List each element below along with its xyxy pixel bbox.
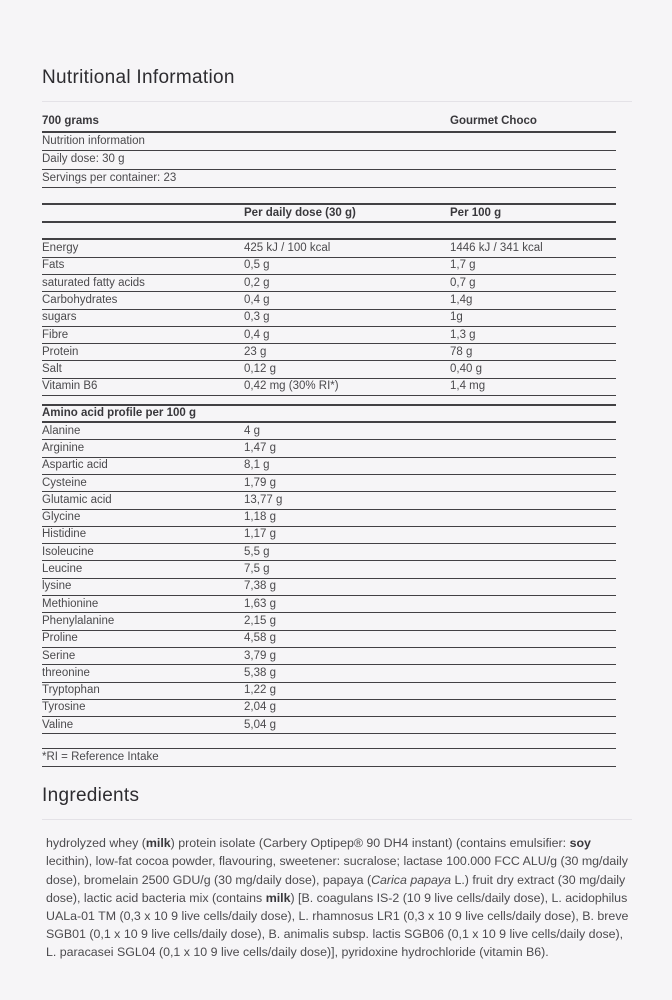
- footnote-row: [42, 748, 616, 767]
- nutrient-value-per-100g: 1,4g: [450, 293, 473, 306]
- amino-table-body: [42, 423, 616, 734]
- amino-acid-label: Leucine: [42, 563, 83, 576]
- nutrient-value-per-100g: 78 g: [450, 345, 473, 358]
- amino-acid-label: Isoleucine: [42, 545, 94, 558]
- product-table-row: [42, 170, 616, 189]
- ingredients-divider: [42, 819, 632, 820]
- ingredients-segment: lecithin), low-fat cocoa powder, flavouring, sweetener: sucralose; lactase 100.000 FCC ALU/g (30 mg/daily dose), bromelain 2500 GDU/g (30 mg/daily dose), papaya (: [46, 854, 628, 887]
- nutrient-row: [42, 310, 616, 327]
- amino-acid-row: [42, 631, 616, 648]
- product-variant-name: Gourmet Choco: [450, 115, 537, 128]
- amino-acid-label: lysine: [42, 580, 72, 593]
- amino-acid-value: 1,22 g: [244, 684, 276, 697]
- amino-header-label: Amino acid profile per 100 g: [42, 407, 197, 420]
- amino-acid-label: Methionine: [42, 597, 99, 610]
- amino-acid-value: 5,04 g: [244, 718, 276, 731]
- nutrient-value-per-dose: 0,12 g: [244, 363, 276, 376]
- amino-acid-value: 7,5 g: [244, 563, 270, 576]
- nutrient-row: [42, 379, 616, 396]
- product-row-label: Nutrition information: [42, 134, 145, 147]
- amino-acid-value: 1,47 g: [244, 441, 276, 454]
- nutrient-label: Salt: [42, 363, 62, 376]
- nutrient-label: Fats: [42, 259, 65, 272]
- amino-acid-value: 7,38 g: [244, 580, 276, 593]
- ingredients-segment: ) protein isolate (Carbery Optipep® 90 DH4 instant) (contains emulsifier:: [170, 836, 570, 851]
- nutrition-table-body: [42, 238, 616, 396]
- nutrient-value-per-100g: 1,4 mg: [450, 380, 486, 393]
- amino-acid-value: 1,63 g: [244, 597, 276, 610]
- amino-acid-label: Proline: [42, 632, 78, 645]
- product-row-label: Servings per container: 23: [42, 172, 177, 185]
- nutrient-label: Carbohydrates: [42, 293, 118, 306]
- amino-acid-value: 4,58 g: [244, 632, 276, 645]
- nutrient-value-per-dose: 0,4 g: [244, 293, 270, 306]
- amino-acid-row: [42, 648, 616, 665]
- nutrient-label: sugars: [42, 311, 77, 324]
- ingredients-segment: milk: [145, 836, 171, 851]
- ingredients-segment: milk: [265, 890, 291, 905]
- product-row-label: 700 grams: [42, 115, 99, 128]
- ingredients-segment: ) [B. coagulans IS-2 (10 9 live cells/daily dose), L. acidophilus UALa-01 TM (0,3 x 10 9 live cells/daily dose), L. rhamnosus LR1 (0,3 x 10 9 live cells/daily dose), B. breve SGB01 (0,1 x 10 9 live cells/daily dose), B. animalis subsp. lactis SGB06 (0,1 x 10 9 live cells/daily dose), L. paracasei SGL04 (0,1 x 10 9 live cells/daily dose)], pyridoxine hydrochloride (vitamin B6).: [46, 890, 629, 959]
- nutrient-row: [42, 292, 616, 309]
- nutrient-value-per-100g: 0,40 g: [450, 363, 482, 376]
- amino-acid-row: [42, 492, 616, 509]
- amino-acid-row: [42, 596, 616, 613]
- amino-acid-row: [42, 579, 616, 596]
- amino-acid-row: [42, 717, 616, 734]
- amino-acid-row: [42, 665, 616, 682]
- reference-intake-footnote: *RI = Reference Intake: [42, 751, 159, 764]
- amino-acid-value: 1,17 g: [244, 528, 276, 541]
- ingredients-segment: hydrolyzed whey (: [46, 836, 146, 851]
- amino-acid-value: 1,79 g: [244, 476, 276, 489]
- column-header-per-dose: Per daily dose (30 g): [244, 206, 356, 219]
- product-table-row: [42, 151, 616, 170]
- nutrient-label: Protein: [42, 345, 79, 358]
- nutrient-value-per-dose: 0,5 g: [244, 259, 270, 272]
- product-table-row: [42, 133, 616, 152]
- ingredients-paragraph: [46, 834, 632, 961]
- amino-acid-label: Glutamic acid: [42, 493, 112, 506]
- amino-acid-row: [42, 544, 616, 561]
- nutrient-value-per-100g: 1,7 g: [450, 259, 476, 272]
- amino-acid-label: Histidine: [42, 528, 87, 541]
- nutrient-value-per-dose: 0,42 mg (30% RI*): [244, 380, 339, 393]
- amino-acid-label: Arginine: [42, 441, 85, 454]
- product-table: [42, 113, 616, 188]
- nutrient-value-per-dose: 0,2 g: [244, 276, 270, 289]
- amino-acid-value: 4 g: [244, 424, 260, 437]
- amino-acid-row: [42, 475, 616, 492]
- nutrient-value-per-dose: 0,4 g: [244, 328, 270, 341]
- amino-acid-label: Serine: [42, 649, 76, 662]
- ingredients-segment: Carica papaya: [371, 872, 451, 887]
- nutrient-value-per-dose: 23 g: [244, 345, 267, 358]
- amino-acid-value: 2,15 g: [244, 614, 276, 627]
- nutrient-row: [42, 240, 616, 257]
- amino-acid-label: threonine: [42, 666, 90, 679]
- ingredients-title: Ingredients: [42, 785, 140, 807]
- nutrient-value-per-100g: 1g: [450, 311, 463, 324]
- nutrient-value-per-100g: 1446 kJ / 341 kcal: [450, 242, 543, 255]
- nutritional-information-title: Nutritional Information: [42, 67, 235, 88]
- nutrient-row: [42, 258, 616, 275]
- column-header-per-100g: Per 100 g: [450, 206, 502, 219]
- product-table-row: [42, 113, 616, 133]
- nutrient-row: [42, 275, 616, 292]
- nutrient-label: Energy: [42, 242, 79, 255]
- amino-acid-label: Valine: [42, 718, 74, 731]
- product-row-label: Daily dose: 30 g: [42, 153, 125, 166]
- nutrition-table-header: [42, 203, 616, 223]
- amino-acid-value: 5,5 g: [244, 545, 270, 558]
- amino-acid-label: Aspartic acid: [42, 459, 108, 472]
- amino-acid-row: [42, 458, 616, 475]
- nutrient-row: [42, 361, 616, 378]
- amino-acid-row: [42, 561, 616, 578]
- amino-acid-value: 8,1 g: [244, 459, 270, 472]
- amino-acid-value: 5,38 g: [244, 666, 276, 679]
- amino-acid-label: Alanine: [42, 424, 81, 437]
- amino-acid-label: Cysteine: [42, 476, 87, 489]
- amino-acid-row: [42, 700, 616, 717]
- amino-acid-value: 1,18 g: [244, 511, 276, 524]
- amino-acid-value: 13,77 g: [244, 493, 283, 506]
- amino-acid-row: [42, 440, 616, 457]
- nutrient-label: Vitamin B6: [42, 380, 98, 393]
- amino-acid-label: Phenylalanine: [42, 614, 115, 627]
- amino-acid-row: [42, 683, 616, 700]
- amino-table-header: [42, 404, 616, 423]
- nutrient-label: saturated fatty acids: [42, 276, 145, 289]
- amino-acid-label: Tyrosine: [42, 701, 86, 714]
- amino-acid-label: Tryptophan: [42, 684, 100, 697]
- amino-acid-value: 2,04 g: [244, 701, 276, 714]
- nutrient-label: Fibre: [42, 328, 69, 341]
- nutrient-value-per-100g: 0,7 g: [450, 276, 476, 289]
- amino-acid-value: 3,79 g: [244, 649, 276, 662]
- amino-acid-row: [42, 613, 616, 630]
- amino-acid-label: Glycine: [42, 511, 81, 524]
- amino-acid-row: [42, 423, 616, 440]
- ingredients-segment: soy: [569, 836, 591, 851]
- nutrient-value-per-dose: 425 kJ / 100 kcal: [244, 242, 331, 255]
- amino-acid-row: [42, 510, 616, 527]
- ingredients-segment: L.) fruit dry extract (30 mg/daily dose), lactic acid bacteria mix (contains: [46, 872, 626, 905]
- nutrient-value-per-dose: 0,3 g: [244, 311, 270, 324]
- nutrient-row: [42, 327, 616, 344]
- amino-acid-row: [42, 527, 616, 544]
- nutrient-value-per-100g: 1,3 g: [450, 328, 476, 341]
- nutrient-row: [42, 344, 616, 361]
- title-divider: [42, 101, 632, 102]
